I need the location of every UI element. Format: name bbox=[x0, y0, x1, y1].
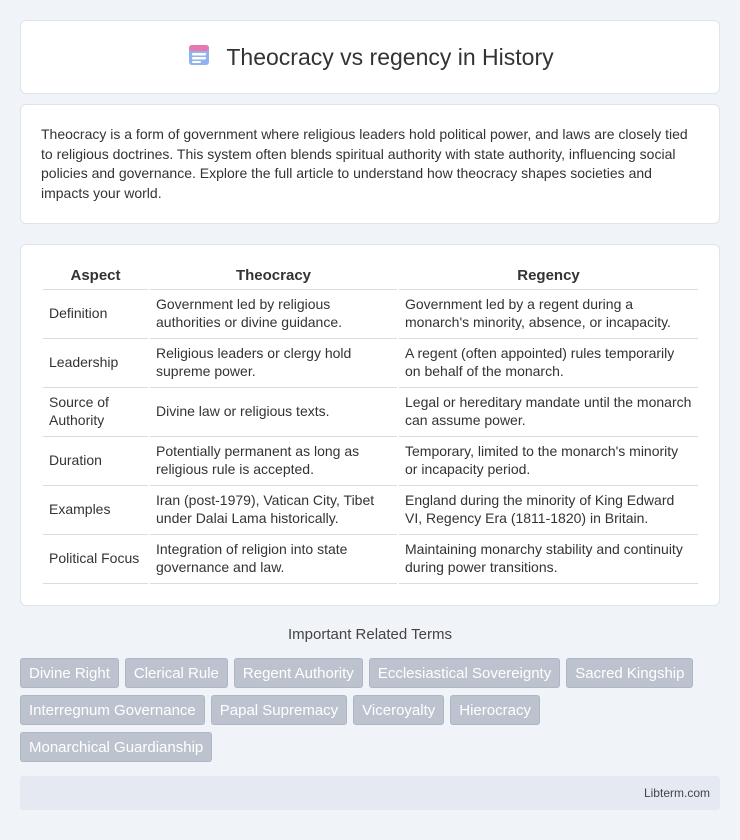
table-cell: Legal or hereditary mandate until the monarch can assume power. bbox=[398, 387, 698, 436]
table-cell: Integration of religion into state governance and law. bbox=[149, 534, 398, 583]
intro-text: Theocracy is a form of government where religious leaders hold political power, and laws are closely tied to religious doctrines. This system often blends spiritual authority with state authority, influencing social policies and governance. Explore the full article to understand how theocracy shapes societies and impacts your world. bbox=[41, 126, 688, 201]
related-term-tag[interactable]: Divine Right bbox=[20, 658, 119, 688]
related-term-tag[interactable]: Interregnum Governance bbox=[20, 695, 205, 725]
related-terms-heading: Important Related Terms bbox=[288, 626, 452, 643]
table-cell: Maintaining monarchy stability and continuity during power transitions. bbox=[398, 534, 698, 583]
table-cell: Government led by a regent during a monarch's minority, absence, or incapacity. bbox=[398, 289, 698, 338]
table-header-row bbox=[43, 263, 698, 289]
related-terms-list bbox=[20, 658, 725, 762]
related-term-tag[interactable]: Hierocracy bbox=[450, 695, 540, 725]
related-term-tag[interactable]: Monarchical Guardianship bbox=[20, 732, 212, 762]
table-cell: Potentially permanent as long as religious rule is accepted. bbox=[149, 436, 398, 485]
related-term-tag[interactable]: Viceroyalty bbox=[353, 695, 444, 725]
table-cell: Examples bbox=[43, 485, 149, 534]
table-cell: Duration bbox=[43, 436, 149, 485]
table-row bbox=[43, 387, 698, 436]
table-row bbox=[43, 534, 698, 583]
table-cell: Definition bbox=[43, 289, 149, 338]
table-cell: Temporary, limited to the monarch's minority or incapacity period. bbox=[398, 436, 698, 485]
table-cell: A regent (often appointed) rules temporarily on behalf of the monarch. bbox=[398, 338, 698, 387]
table-cell: Iran (post-1979), Vatican City, Tibet under Dalai Lama historically. bbox=[149, 485, 398, 534]
document-stack-icon bbox=[186, 42, 212, 73]
footer bbox=[20, 776, 720, 810]
related-term-tag[interactable]: Clerical Rule bbox=[125, 658, 228, 688]
table-row bbox=[43, 338, 698, 387]
footer-site-link[interactable]: Libterm.com bbox=[643, 786, 710, 800]
table-cell: Leadership bbox=[43, 338, 149, 387]
comparison-table bbox=[43, 263, 698, 584]
table-cell: England during the minority of King Edward VI, Regency Era (1811-1820) in Britain. bbox=[398, 485, 698, 534]
comparison-card bbox=[20, 244, 720, 606]
column-header: Theocracy bbox=[149, 263, 398, 289]
related-term-tag[interactable]: Regent Authority bbox=[234, 658, 363, 688]
column-header: Aspect bbox=[43, 263, 149, 289]
table-cell: Government led by religious authorities or divine guidance. bbox=[149, 289, 398, 338]
related-term-tag[interactable]: Sacred Kingship bbox=[566, 658, 693, 688]
table-cell: Religious leaders or clergy hold supreme power. bbox=[149, 338, 398, 387]
table-cell: Divine law or religious texts. bbox=[149, 387, 398, 436]
intro-card bbox=[20, 104, 720, 224]
related-term-tag[interactable]: Papal Supremacy bbox=[211, 695, 347, 725]
table-row bbox=[43, 485, 698, 534]
table-cell: Source of Authority bbox=[43, 387, 149, 436]
table-row bbox=[43, 289, 698, 338]
title-card bbox=[20, 20, 720, 94]
related-term-tag[interactable]: Ecclesiastical Sovereignty bbox=[369, 658, 560, 688]
table-row bbox=[43, 436, 698, 485]
page-title: Theocracy vs regency in History bbox=[226, 43, 554, 70]
column-header: Regency bbox=[398, 263, 698, 289]
table-cell: Political Focus bbox=[43, 534, 149, 583]
